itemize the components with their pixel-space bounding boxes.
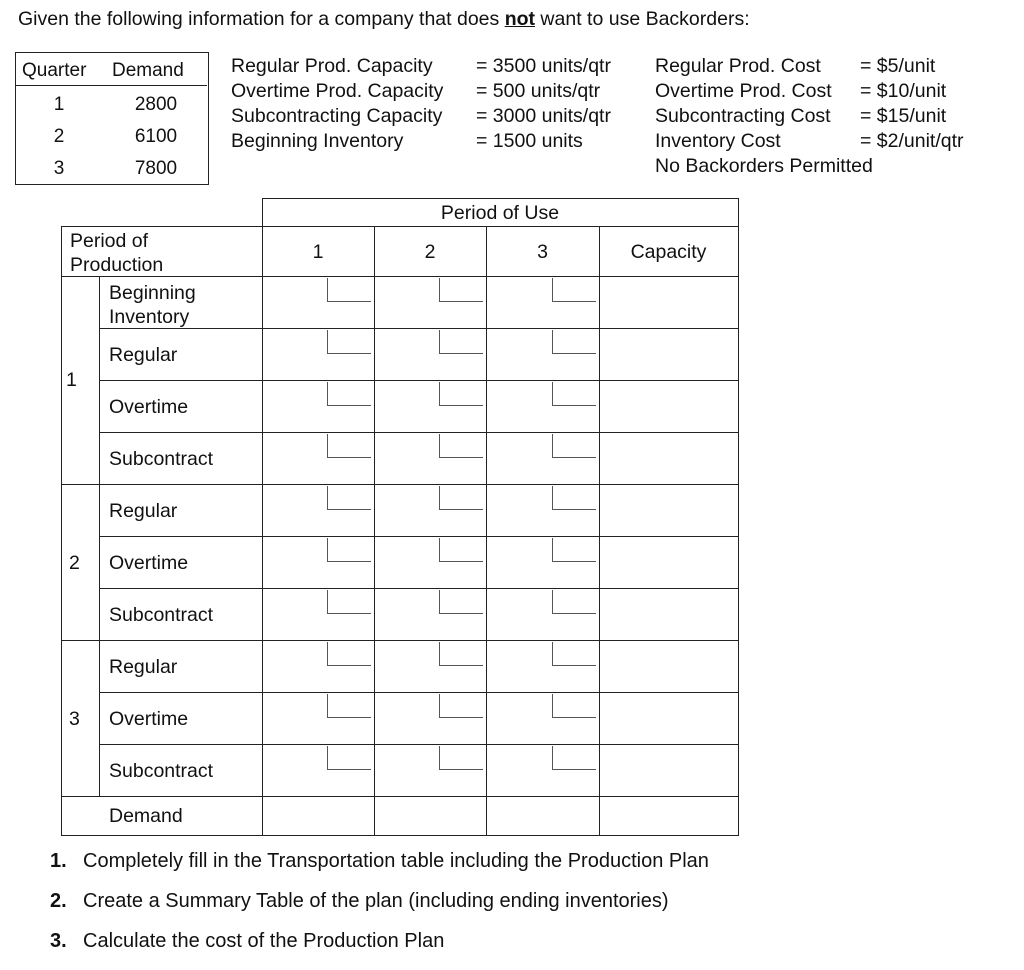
row-label-subcontract: Subcontract (109, 760, 214, 782)
intro-text: Given the following information for a company that does not want to use Backorders: (18, 8, 750, 30)
question-3: 3. Calculate the cost of the Production Plan (50, 930, 445, 952)
grid-line (61, 226, 738, 227)
row-label-regular: Regular (109, 656, 178, 678)
row-label-beginning-inventory: Beginning Inventory (109, 282, 196, 328)
unit-cost-box (439, 486, 483, 510)
unit-cost-box (552, 642, 596, 666)
cost-value: = $5/unit (860, 55, 936, 77)
unit-cost-box (327, 590, 371, 614)
period-number: 2 (69, 552, 80, 574)
capacity-cell[interactable] (601, 486, 736, 534)
quarter-cell: 2 (53, 126, 65, 147)
row-label-demand: Demand (109, 805, 183, 827)
allocation-cell[interactable] (376, 720, 434, 742)
allocation-cell[interactable] (264, 512, 322, 534)
demand-cell[interactable] (376, 798, 484, 833)
allocation-cell[interactable] (376, 772, 434, 794)
unit-cost-box (552, 590, 596, 614)
allocation-cell[interactable] (264, 356, 322, 378)
cost-label: Overtime Prod. Cost (655, 80, 832, 102)
cost-label: Inventory Cost (655, 130, 781, 152)
demand-table (15, 52, 209, 185)
unit-cost-box (552, 278, 596, 302)
capacity-cell[interactable] (601, 382, 736, 430)
unit-cost-box (327, 434, 371, 458)
capacity-header: Capacity (630, 241, 707, 263)
grid-line (61, 835, 738, 836)
allocation-cell[interactable] (376, 564, 434, 586)
cost-value: = $15/unit (860, 105, 947, 127)
use-column-header: 3 (537, 241, 548, 263)
unit-cost-box (439, 642, 483, 666)
unit-cost-box (439, 538, 483, 562)
unit-cost-box (552, 538, 596, 562)
demand-cell: 2800 (134, 94, 178, 115)
allocation-cell[interactable] (264, 720, 322, 742)
capacity-cell[interactable] (601, 746, 736, 794)
question-1: 1. Completely fill in the Transportation table including the Production Plan (50, 850, 709, 872)
grid-line (738, 198, 739, 836)
unit-cost-box (552, 486, 596, 510)
row-label-regular: Regular (109, 500, 178, 522)
cost-label: Regular Prod. Cost (655, 55, 821, 77)
period-number: 1 (66, 369, 77, 391)
allocation-cell[interactable] (376, 512, 434, 534)
demand-cell[interactable] (601, 798, 736, 833)
unit-cost-box (327, 694, 371, 718)
cost-value: = $2/unit/qtr (860, 130, 964, 152)
use-column-header: 2 (424, 241, 436, 263)
demand-cell[interactable] (264, 798, 372, 833)
grid-line (262, 198, 738, 199)
allocation-cell[interactable] (376, 460, 434, 482)
allocation-cell[interactable] (488, 512, 547, 534)
unit-cost-box (439, 694, 483, 718)
period-of-production-header: Period of Production (70, 230, 164, 276)
capacity-value: = 1500 units (476, 130, 583, 152)
unit-cost-box (439, 746, 483, 770)
capacity-cell[interactable] (601, 434, 736, 482)
demand-header: Demand (112, 60, 184, 81)
quarter-cell: 3 (53, 158, 65, 179)
unit-cost-box (552, 382, 596, 406)
row-label-regular: Regular (109, 344, 178, 366)
row-label-overtime: Overtime (109, 708, 189, 730)
capacity-cell[interactable] (601, 278, 736, 326)
allocation-cell[interactable] (488, 720, 547, 742)
period-of-use-header: Period of Use (440, 202, 560, 224)
use-column-header: 1 (312, 241, 324, 263)
allocation-cell[interactable] (376, 356, 434, 378)
allocation-cell[interactable] (488, 564, 547, 586)
capacity-label: Subcontracting Capacity (231, 105, 443, 127)
unit-cost-box (327, 642, 371, 666)
capacity-cell[interactable] (601, 590, 736, 638)
allocation-cell[interactable] (376, 408, 434, 430)
row-label-overtime: Overtime (109, 396, 189, 418)
capacity-cell[interactable] (601, 694, 736, 742)
row-label-subcontract: Subcontract (109, 448, 214, 470)
unit-cost-box (327, 746, 371, 770)
quarter-cell: 1 (53, 94, 65, 115)
unit-cost-box (327, 538, 371, 562)
allocation-cell[interactable] (376, 616, 434, 638)
allocation-cell[interactable] (488, 356, 547, 378)
allocation-cell[interactable] (376, 304, 434, 326)
capacity-cell[interactable] (601, 538, 736, 586)
demand-header-underline (16, 85, 207, 86)
allocation-cell[interactable] (264, 668, 322, 690)
question-2: 2. Create a Summary Table of the plan (including ending inventories) (50, 890, 669, 912)
unit-cost-box (552, 746, 596, 770)
grid-line (61, 226, 62, 836)
allocation-cell[interactable] (376, 668, 434, 690)
allocation-cell[interactable] (488, 772, 547, 794)
capacity-cell[interactable] (601, 642, 736, 690)
row-label-subcontract: Subcontract (109, 604, 214, 626)
unit-cost-box (327, 330, 371, 354)
capacity-label: Regular Prod. Capacity (231, 55, 433, 77)
unit-cost-box (439, 278, 483, 302)
demand-cell[interactable] (488, 798, 597, 833)
allocation-cell[interactable] (488, 408, 547, 430)
allocation-cell[interactable] (264, 564, 322, 586)
unit-cost-box (327, 486, 371, 510)
capacity-value: = 3500 units/qtr (476, 55, 611, 77)
intro-emphasis: not (504, 8, 536, 30)
allocation-cell[interactable] (488, 304, 547, 326)
unit-cost-box (552, 434, 596, 458)
unit-cost-box (552, 694, 596, 718)
allocation-cell[interactable] (488, 616, 547, 638)
unit-cost-box (439, 382, 483, 406)
period-number: 3 (69, 708, 80, 730)
demand-cell: 6100 (134, 126, 178, 147)
allocation-cell[interactable] (488, 460, 547, 482)
capacity-label: Beginning Inventory (231, 130, 404, 152)
row-label-overtime: Overtime (109, 552, 189, 574)
allocation-cell[interactable] (264, 772, 322, 794)
allocation-cell[interactable] (264, 304, 322, 326)
capacity-label: Overtime Prod. Capacity (231, 80, 444, 102)
allocation-cell[interactable] (264, 616, 322, 638)
demand-cell: 7800 (134, 158, 178, 179)
cost-value: = $10/unit (860, 80, 947, 102)
unit-cost-box (327, 382, 371, 406)
no-backorders-note: No Backorders Permitted (655, 155, 873, 177)
unit-cost-box (327, 278, 371, 302)
allocation-cell[interactable] (488, 668, 547, 690)
unit-cost-box (439, 590, 483, 614)
unit-cost-box (439, 330, 483, 354)
unit-cost-box (439, 434, 483, 458)
grid-line (99, 276, 100, 796)
unit-cost-box (552, 330, 596, 354)
capacity-value: = 500 units/qtr (476, 80, 601, 102)
allocation-cell[interactable] (264, 408, 322, 430)
capacity-value: = 3000 units/qtr (476, 105, 611, 127)
capacity-cell[interactable] (601, 330, 736, 378)
cost-label: Subcontracting Cost (655, 105, 831, 127)
allocation-cell[interactable] (264, 460, 322, 482)
quarter-header: Quarter (22, 60, 87, 81)
